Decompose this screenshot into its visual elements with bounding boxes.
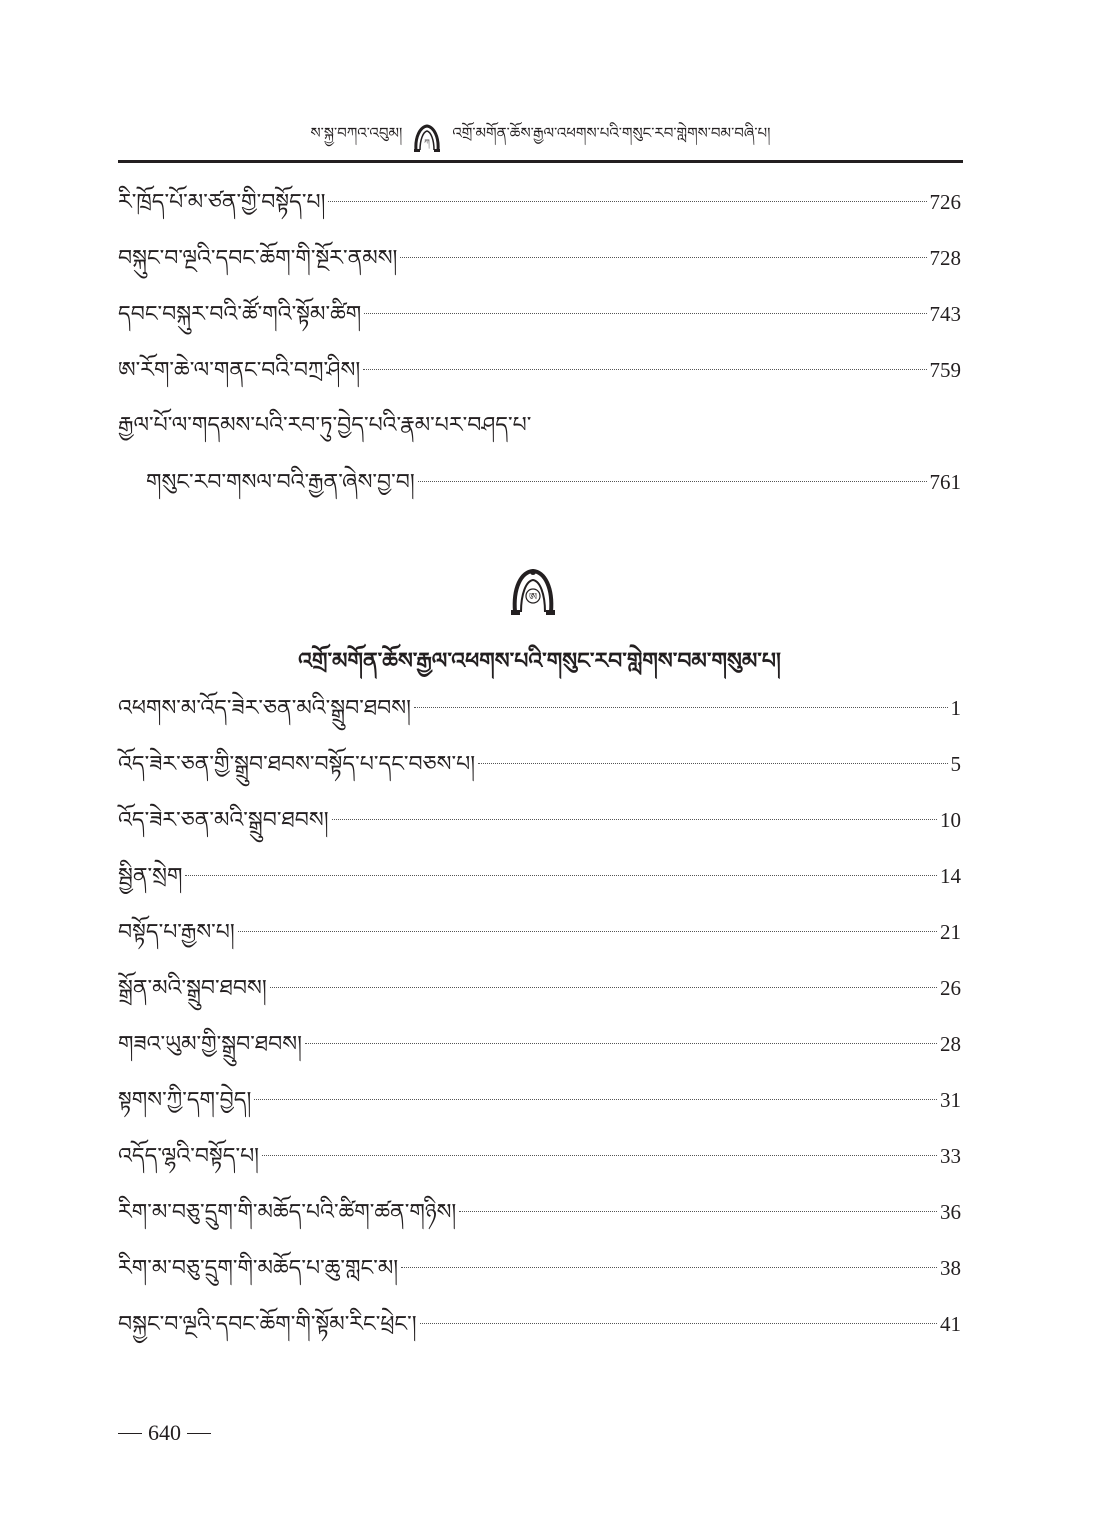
dot-leader [414,707,948,708]
dot-leader [305,1043,937,1044]
toc-entry-title: གཟའ་ཡུམ་གྱི་སྒྲུབ་ཐབས། [118,1032,302,1057]
toc-entry-title: ཨ་རོག་ཆེ་ལ་གནང་བའི་བཀྲ་ཤིས། [118,358,361,383]
toc-entry-page: 761 [929,470,961,494]
folio-dash-right [187,1433,211,1434]
book-title: ས་སྐྱ་བཀའ་འབུམ། [310,124,403,142]
toc-entry-page: 759 [929,358,961,382]
dot-leader [363,369,926,370]
toc-entry[interactable] [118,292,961,348]
dot-leader [400,257,926,258]
arch-emblem-icon [508,566,558,616]
dot-leader [420,1323,937,1324]
toc-entry-title: སྦྱིན་སྲེག [118,864,183,889]
toc-volume-three [118,686,961,1358]
volume-title: འགྲོ་མགོན་ཆོས་རྒྱལ་འཕགས་པའི་གསུང་རབ་གླེགས་བམ་བཞི་པ། [452,124,771,142]
toc-entry-title: རྒྱལ་པོ་ལ་གདམས་པའི་རབ་ཏུ་བྱེད་པའི་རྣམ་པར་བཤད་པ་ [118,413,532,438]
toc-entry-page: 38 [940,1256,961,1280]
toc-entry-title: འོད་ཟེར་ཅན་མའི་སྒྲུབ་ཐབས། [118,808,329,833]
toc-continued [118,180,961,516]
toc-entry-title: འཕགས་མ་འོད་ཟེར་ཅན་མའི་སྒྲུབ་ཐབས། [118,696,411,721]
toc-entry-page: 33 [940,1144,961,1168]
header-rule [118,160,963,163]
toc-entry-title: བསྟོད་པ་རྒྱས་པ། [118,920,235,945]
dot-leader [270,987,937,988]
dot-leader [238,931,937,932]
toc-entry[interactable] [118,686,961,742]
toc-entry-page: 10 [940,808,961,832]
toc-entry[interactable] [118,1190,961,1246]
toc-entry-page: 36 [940,1200,961,1224]
toc-entry[interactable] [118,910,961,966]
arch-ornament-icon [412,123,442,153]
toc-entry-page: 21 [940,920,961,944]
toc-entry[interactable] [118,1302,961,1358]
toc-entry[interactable] [118,1078,961,1134]
toc-entry-page: 5 [950,752,961,776]
page-number [118,1420,211,1446]
toc-entry-title: བསྐུང་བ་ལྔའི་དབང་ཆོག་གི་སྔོར་ནམས། [118,246,398,271]
toc-entry-title: སྟགས་ཀྱི་དག་བྱེད། [118,1088,252,1113]
dot-leader [332,819,937,820]
toc-entry-title: འོད་ཟེར་ཅན་གྱི་སྒྲུབ་ཐབས་བསྟོད་པ་དང་བཅས་པ། [118,752,476,777]
toc-entry[interactable] [118,742,961,798]
page-number-value: 640 [148,1420,181,1445]
toc-entry-title: རིག་མ་བཅུ་དྲུག་གི་མཆོད་པའི་ཚིག་ཚན་གཉིས། [118,1200,457,1225]
toc-entry-page: 26 [940,976,961,1000]
toc-entry-title: འདོད་ལྷའི་བསྟོད་པ། [118,1144,260,1169]
toc-entry-title: གསུང་རབ་གསལ་བའི་རྒྱན་ཞེས་བྱ་བ། [146,470,415,495]
running-header [118,118,963,158]
dot-leader [262,1155,937,1156]
toc-entry-page: 14 [940,864,961,888]
toc-entry-title: བསྐྱང་བ་ལྔའི་དབང་ཆོག་གི་སྟོམ་རིང་ཕྲེང་། [118,1312,417,1337]
dot-leader [185,875,937,876]
dot-leader [254,1099,937,1100]
toc-entry-page: 28 [940,1032,961,1056]
toc-entry[interactable] [118,180,961,236]
dot-leader [328,201,926,202]
toc-entry-page: 726 [929,190,961,214]
dot-leader [418,481,927,482]
toc-entry[interactable] [118,1246,961,1302]
toc-entry-multiline-continuation[interactable] [118,460,961,516]
toc-entry-title: དབང་བསྐུར་བའི་ཚོ་གའི་སྟོམ་ཚིག [118,302,362,327]
folio-dash-left [118,1433,142,1434]
dot-leader [459,1211,937,1212]
toc-entry-title: རིག་མ་བཅུ་དྲུག་གི་མཆོད་པ་ཆུ་གླང་མ། [118,1256,399,1281]
toc-entry-page: 743 [929,302,961,326]
toc-entry-multiline-first[interactable] [118,404,961,460]
toc-entry[interactable] [118,798,961,854]
toc-entry[interactable] [118,236,961,292]
toc-entry[interactable] [118,966,961,1022]
toc-entry-title: རི་ཁྲོད་པོ་མ་ཙན་གྱི་བསྟོད་པ། [118,190,326,215]
svg-text:ཀ: ཀ [424,138,431,147]
toc-entry-title: སྒྲོན་མའི་སྒྲུབ་ཐབས། [118,976,267,1001]
svg-text:ཨ: ཨ [528,592,538,603]
toc-entry-page: 728 [929,246,961,270]
section-heading: འགྲོ་མགོན་ཆོས་རྒྱལ་འཕགས་པའི་གསུང་རབ་གླེགས་བམ་གསུམ་པ། [298,648,781,674]
toc-entry[interactable] [118,1022,961,1078]
toc-entry-page: 31 [940,1088,961,1112]
toc-entry-page: 41 [940,1312,961,1336]
dot-leader [478,763,947,764]
toc-entry[interactable] [118,1134,961,1190]
dot-leader [364,313,926,314]
toc-entry-page: 1 [950,696,961,720]
dot-leader [401,1267,937,1268]
toc-entry[interactable] [118,348,961,404]
toc-entry[interactable] [118,854,961,910]
